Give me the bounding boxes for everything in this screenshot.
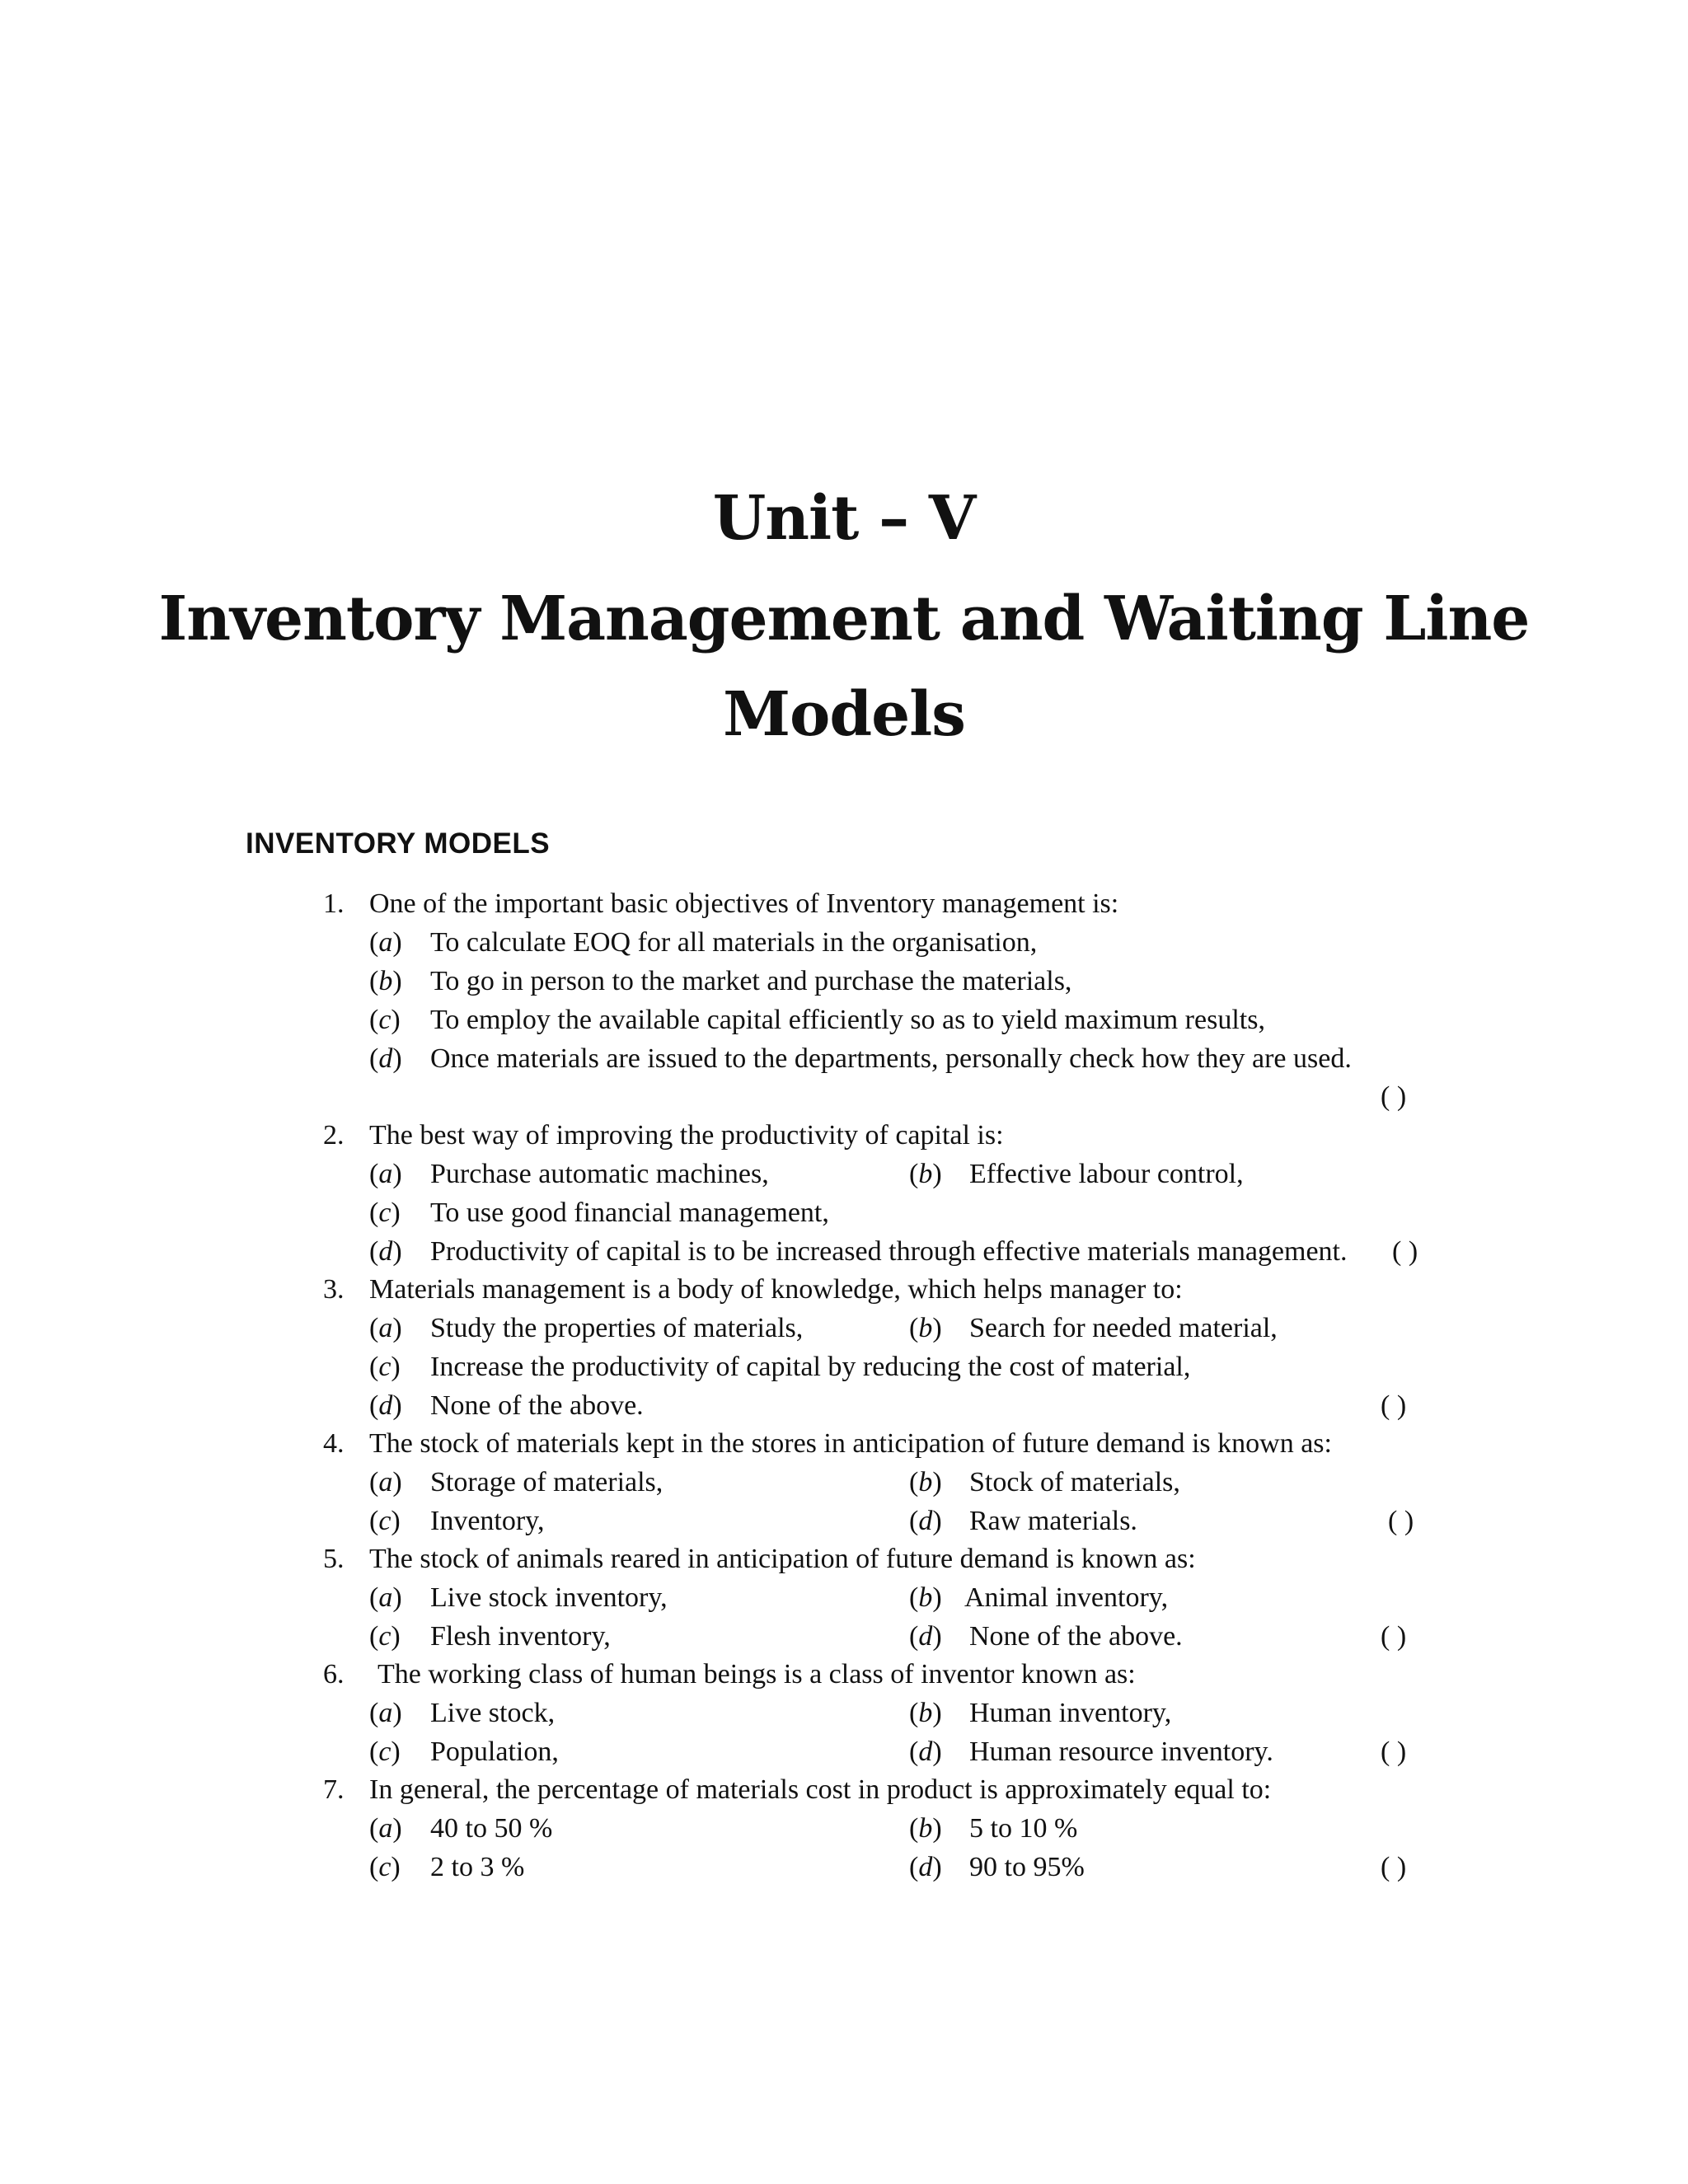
question-number: 5.	[323, 1544, 345, 1574]
option-label: (b)	[909, 1813, 942, 1844]
option-label: (a)	[369, 1698, 402, 1728]
option-text: To calculate EOQ for all materials in the organisation,	[430, 927, 1038, 958]
option-letter: a	[378, 1582, 393, 1613]
option-letter: d	[378, 1236, 393, 1267]
option-label: (c)	[369, 1506, 401, 1536]
option-text: 90 to 95%	[969, 1852, 1085, 1882]
option-label: (a)	[369, 1813, 402, 1844]
option-text: None of the above.	[430, 1390, 644, 1421]
option-text: Human inventory,	[969, 1698, 1172, 1728]
option-label: (d)	[369, 1043, 402, 1074]
option-letter: a	[378, 1698, 393, 1728]
option-letter: c	[378, 1005, 392, 1035]
option-label: (a)	[369, 1313, 402, 1343]
option-label: (d)	[369, 1236, 402, 1267]
option-letter: b	[918, 1582, 933, 1613]
option-letter: a	[378, 1467, 393, 1497]
option-label: (b)	[909, 1159, 942, 1189]
option-letter: d	[378, 1043, 393, 1074]
option-text: Increase the productivity of capital by reducing the cost of material,	[430, 1352, 1191, 1382]
option-text: To use good financial management,	[430, 1197, 829, 1228]
option-label: (c)	[369, 1852, 401, 1882]
option-label: (c)	[369, 1736, 401, 1767]
question-text: The stock of materials kept in the stores in anticipation of future demand is known as:	[369, 1428, 1332, 1459]
option-text: Human resource inventory.	[969, 1736, 1273, 1767]
option-letter: d	[918, 1736, 933, 1767]
question-text: One of the important basic objectives of Inventory management is:	[369, 888, 1119, 919]
option-text: Purchase automatic machines,	[430, 1159, 769, 1189]
option-text: Animal inventory,	[964, 1582, 1169, 1613]
option-label: (c)	[369, 1621, 401, 1652]
option-label: (d)	[909, 1736, 942, 1767]
answer-box: ( )	[1381, 1390, 1407, 1421]
section-heading: INVENTORY MODELS	[246, 827, 551, 860]
option-text: Population,	[430, 1736, 559, 1767]
option-text: Raw materials.	[969, 1506, 1137, 1536]
option-text: Live stock inventory,	[430, 1582, 668, 1613]
option-text: 2 to 3 %	[430, 1852, 525, 1882]
option-label: (c)	[369, 1352, 401, 1382]
answer-box: ( )	[1392, 1236, 1418, 1267]
question-number: 4.	[323, 1428, 345, 1459]
option-letter: d	[918, 1621, 933, 1652]
chapter-title-line-2: Models	[723, 679, 965, 750]
option-text: Stock of materials,	[969, 1467, 1180, 1497]
question-number: 7.	[323, 1774, 345, 1805]
question-number: 6.	[323, 1659, 345, 1690]
option-text: To employ the available capital efficiently so as to yield maximum results,	[430, 1005, 1265, 1035]
question-number: 3.	[323, 1274, 345, 1305]
option-text: Live stock,	[430, 1698, 556, 1728]
option-label: (a)	[369, 1159, 402, 1189]
option-label: (d)	[369, 1390, 402, 1421]
option-label: (a)	[369, 1582, 402, 1613]
option-letter: b	[918, 1467, 933, 1497]
option-letter: b	[918, 1313, 933, 1343]
answer-box: ( )	[1381, 1621, 1407, 1652]
question-text: The working class of human beings is a class of inventor known as:	[377, 1659, 1136, 1690]
option-letter: d	[918, 1852, 933, 1882]
answer-box: ( )	[1381, 1736, 1407, 1767]
option-label: (a)	[369, 927, 402, 958]
question-text: Materials management is a body of knowledge, which helps manager to:	[369, 1274, 1183, 1305]
option-text: Inventory,	[430, 1506, 545, 1536]
unit-title: Unit – V	[712, 483, 976, 554]
option-label: (d)	[909, 1506, 942, 1536]
option-letter: a	[378, 927, 393, 958]
question-number: 2.	[323, 1120, 345, 1151]
option-letter: b	[918, 1698, 933, 1728]
chapter-title-line-1: Inventory Management and Waiting Line	[158, 583, 1530, 654]
option-text: 40 to 50 %	[430, 1813, 553, 1844]
option-text: Productivity of capital is to be increased through effective materials management.	[430, 1236, 1348, 1267]
question-text: In general, the percentage of materials cost in product is approximately equal to:	[369, 1774, 1272, 1805]
option-text: 5 to 10 %	[969, 1813, 1078, 1844]
question-number: 1.	[323, 888, 345, 919]
option-letter: c	[378, 1197, 392, 1228]
option-label: (d)	[909, 1852, 942, 1882]
option-label: (b)	[909, 1698, 942, 1728]
option-text: Once materials are issued to the departments, personally check how they are used.	[430, 1043, 1352, 1074]
answer-box: ( )	[1381, 1852, 1407, 1882]
option-text: Flesh inventory,	[430, 1621, 611, 1652]
option-text: None of the above.	[969, 1621, 1183, 1652]
option-letter: c	[378, 1621, 392, 1652]
answer-box: ( )	[1381, 1081, 1407, 1112]
question-text: The stock of animals reared in anticipation of future demand is known as:	[369, 1544, 1196, 1574]
option-label: (b)	[909, 1313, 942, 1343]
option-text: Storage of materials,	[430, 1467, 663, 1497]
answer-box: ( )	[1388, 1506, 1414, 1536]
option-label: (d)	[909, 1621, 942, 1652]
option-label: (b)	[369, 966, 402, 996]
option-letter: a	[378, 1813, 393, 1844]
option-letter: a	[378, 1313, 393, 1343]
option-text: Study the properties of materials,	[430, 1313, 804, 1343]
question-text: The best way of improving the productivity of capital is:	[369, 1120, 1004, 1151]
option-label: (b)	[909, 1467, 942, 1497]
option-text: To go in person to the market and purchase the materials,	[430, 966, 1072, 996]
option-label: (a)	[369, 1467, 402, 1497]
option-letter: a	[378, 1159, 393, 1189]
option-text: Search for needed material,	[969, 1313, 1278, 1343]
option-label: (c)	[369, 1197, 401, 1228]
option-text: Effective labour control,	[969, 1159, 1244, 1189]
option-letter: b	[918, 1159, 933, 1189]
option-label: (c)	[369, 1005, 401, 1035]
option-letter: d	[378, 1390, 393, 1421]
option-letter: b	[378, 966, 393, 996]
option-letter: c	[378, 1506, 392, 1536]
option-letter: b	[918, 1813, 933, 1844]
option-letter: d	[918, 1506, 933, 1536]
option-letter: c	[378, 1736, 392, 1767]
option-letter: c	[378, 1852, 392, 1882]
option-label: (b)	[909, 1582, 942, 1613]
option-letter: c	[378, 1352, 392, 1382]
